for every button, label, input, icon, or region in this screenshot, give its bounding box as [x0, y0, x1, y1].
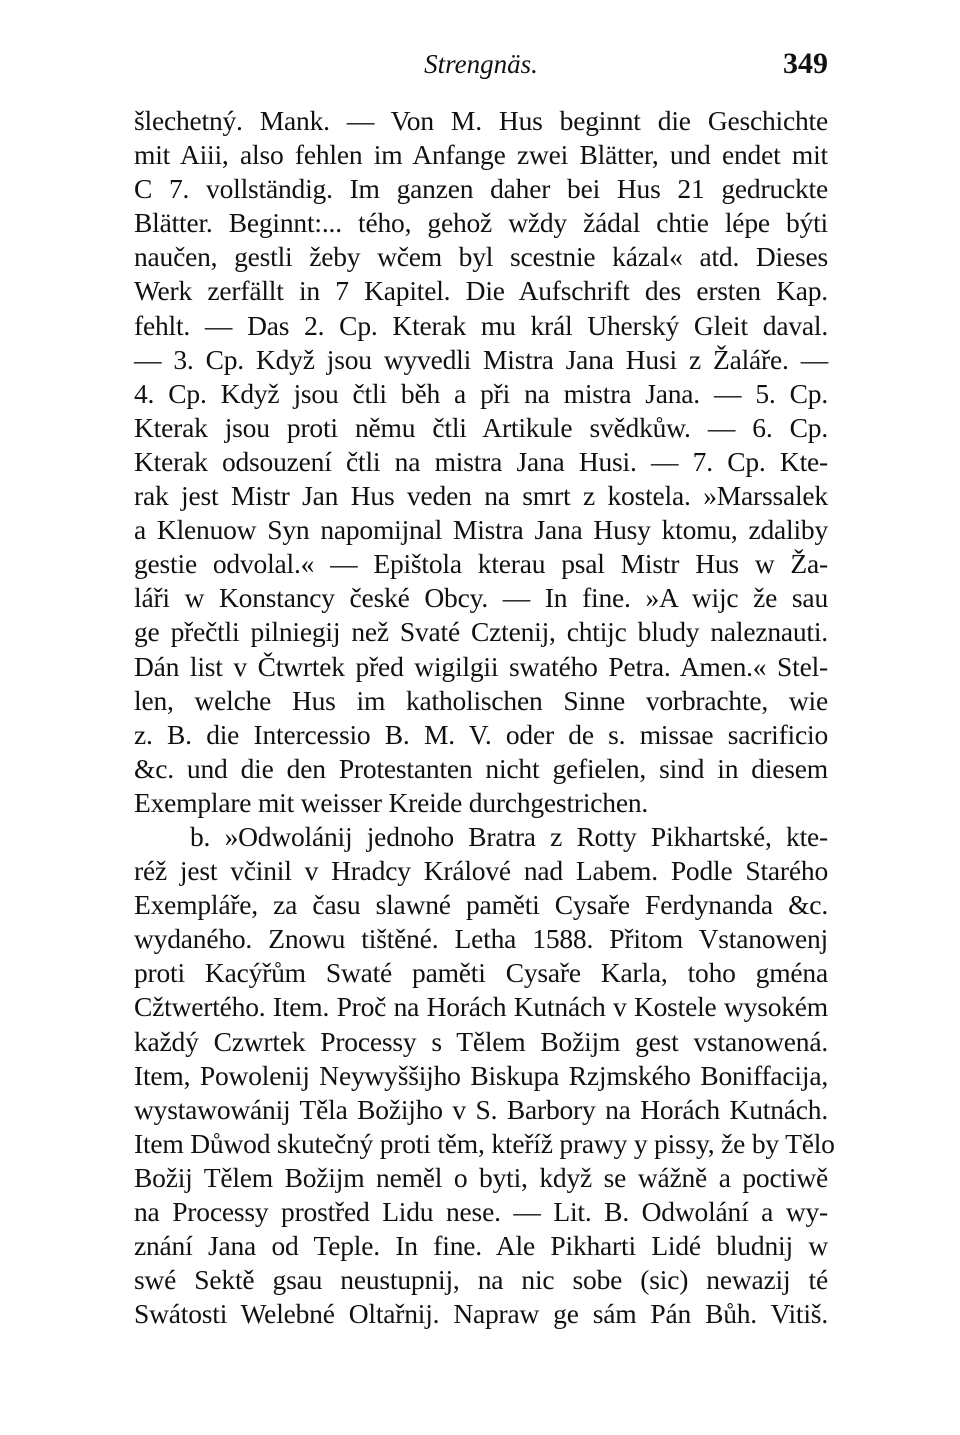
text-line: wydaného. Znowu tištěné. Letha 1588. Přitom Vstanowenj	[134, 923, 828, 955]
text-line: Item, Powolenij Neywyššijho Biskupa Rzjmského Boniffacija,	[134, 1059, 828, 1091]
text-line: Božij Tělem Božijm neměl o byti, když se wážně a poctiwě	[134, 1161, 828, 1193]
text-line: wystawowánij Těla Božijho v S. Barbory na Horách Kutnách.	[134, 1093, 828, 1125]
text-line: mit Aiii, also fehlen im Anfange zwei Blätter, und endet mit	[134, 139, 828, 171]
running-head: Strengnäs.	[424, 49, 538, 79]
text-line: réž jest včinil v Hradcy Králové nad Labem. Podle Starého	[134, 855, 828, 887]
text-line: 4. Cp. Když jsou čtli běh a při na mistra Jana. — 5. Cp.	[134, 377, 828, 409]
text-line: šlechetný. Mank. — Von M. Hus beginnt die Geschichte	[134, 105, 828, 136]
text-line: z. B. die Intercessio B. M. V. oder de s. missae sacrificio	[134, 718, 828, 750]
text-line: Dán list v Čtwrtek před wigilgii swatého Petra. Amen.« Stel-	[134, 650, 828, 682]
text-line: gestie odvolal.« — Epištola kterau psal Mistr Hus w Ža-	[134, 548, 828, 580]
text-line: naučen, gestli žeby wčem byl scestnie kázal« atd. Dieses	[134, 241, 828, 273]
text-line: Swátosti Welebné Oltařnij. Napraw ge sám Pán Bůh. Vitiš.	[134, 1298, 828, 1330]
text-line: Cžtwertého. Item. Proč na Horách Kutnách v Kostele wysokém	[134, 991, 828, 1023]
text-line: Kterak jsou proti němu čtli Artikule svědkůw. — 6. Cp.	[134, 411, 828, 443]
text-line: Kterak odsouzení čtli na mistra Jana Husi. — 7. Cp. Kte-	[134, 445, 828, 477]
text-line: Item Důwod skutečný proti těm, kteříž prawy y pissy, že by Tělo	[134, 1127, 835, 1159]
text-line: proti Kacýřům Swaté paměti Cysaře Karla, toho gména	[134, 957, 828, 989]
text-line: fehlt. — Das 2. Cp. Kterak mu král Uherský Gleit daval.	[134, 309, 828, 341]
text-line: swé Sektě gsau neustupnij, na nic sobe (sic) newazij té	[134, 1264, 828, 1296]
text-line: Exempláře, za času slawné paměti Cysaře Ferdynanda &c.	[134, 889, 828, 921]
text-line: len, welche Hus im katholischen Sinne vorbrachte, wie	[134, 684, 828, 716]
page-number: 349	[783, 47, 828, 80]
text-line: Werk zerfällt in 7 Kapitel. Die Aufschrift des ersten Kap.	[134, 275, 828, 307]
body-text	[134, 104, 835, 1331]
text-line: na Processy prostřed Lidu nese. — Lit. B. Odwolání a wy-	[134, 1196, 828, 1227]
text-line: Exemplare mit weisser Kreide durchgestrichen.	[134, 786, 649, 818]
text-line: ge přečtli pilniegij než Svaté Cztenij, chtijc bludy naleznauti.	[134, 616, 828, 648]
text-line: C 7. vollständig. Im ganzen daher bei Hus 21 gedruckte	[134, 173, 828, 205]
text-line: láři w Konstancy české Obcy. — In fine. »A wijc že sau	[134, 582, 828, 614]
text-line: Blätter. Beginnt:... tého, gehož wždy žádal chtie lépe býti	[134, 207, 828, 239]
page-header	[134, 42, 828, 86]
text-line: rak jest Mistr Jan Hus veden na smrt z kostela. »Marssalek	[134, 480, 828, 512]
text-line: &c. und die den Protestanten nicht gefielen, sind in diesem	[134, 752, 828, 784]
text-line: b. »Odwolánij jednoho Bratra z Rotty Pikhartské, kte-	[190, 820, 828, 852]
text-line: a Klenuow Syn napomijnal Mistra Jana Husy ktomu, zdaliby	[134, 514, 828, 546]
text-line: znání Jana od Teple. In fine. Ale Pikharti Lidé bludnij w	[134, 1230, 828, 1262]
text-line: — 3. Cp. Když jsou wyvedli Mistra Jana Husi z Žaláře. —	[134, 343, 828, 375]
text-line: každý Czwrtek Processy s Tělem Božijm gest vstanowená.	[134, 1025, 828, 1057]
